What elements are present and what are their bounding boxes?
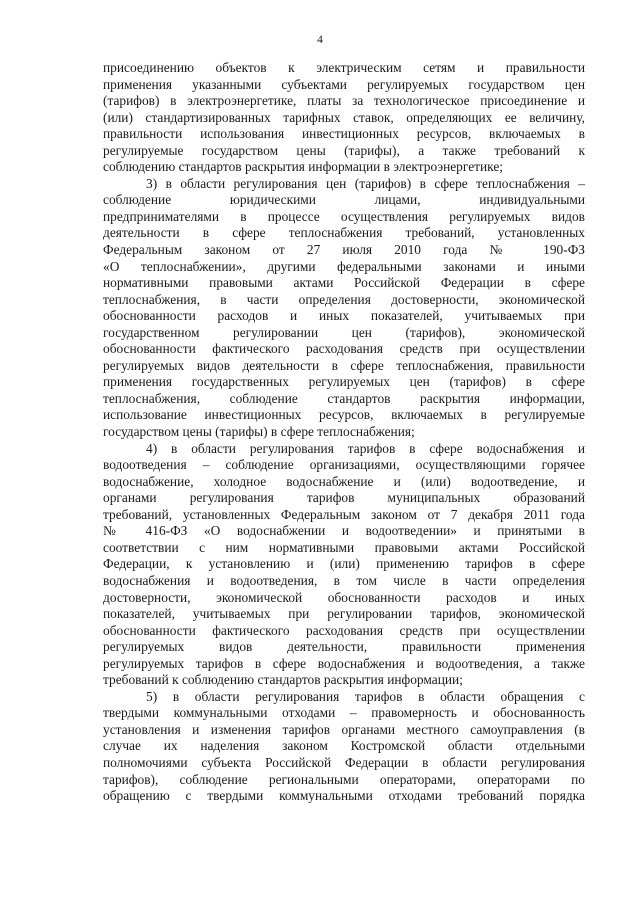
- text-line: 4) в области регулирования тарифов в сфере водоснабжения и: [146, 440, 585, 456]
- text-line: Федеральным законом от 27 июля 2010 года № 190-ФЗ: [103, 242, 585, 258]
- text-line: регулируемых видов деятельности в сфере теплоснабжения, правильности: [103, 357, 585, 373]
- text-line: 3) в области регулирования цен (тарифов) в сфере теплоснабжения –: [146, 175, 585, 191]
- text-line: обоснованности фактического расходования средств при осуществлении: [103, 341, 585, 357]
- text-line: регулируемых видов деятельности, правильности применения: [103, 639, 585, 655]
- text-line: установления и изменения тарифов органами местного самоуправления (в: [103, 721, 585, 737]
- text-line: требований к соблюдению стандартов раскрытия информации;: [103, 672, 463, 688]
- text-line: соблюдению стандартов раскрытия информации в электроэнергетике;: [103, 159, 503, 175]
- text-line: теплоснабжения, в части определения достоверности, экономической: [103, 291, 585, 307]
- text-line: использование инвестиционных ресурсов, включаемых в регулируемые: [103, 407, 585, 423]
- text-line: Федерации, к установлению и (или) применению тарифов в сфере: [103, 556, 585, 572]
- text-line: тарифов), соблюдение региональными операторами, операторами по: [103, 771, 585, 787]
- text-line: государством цены (тарифы) в сфере теплоснабжения;: [103, 424, 415, 440]
- text-line: органами регулирования тарифов муниципальных образований: [103, 490, 585, 506]
- text-line: обоснованности расходов и иных показателей, учитываемых при: [103, 308, 585, 324]
- text-line: случае их наделения законом Костромской области отдельными: [103, 738, 585, 754]
- text-line: «О теплоснабжении», другими федеральными законами и иными: [103, 258, 585, 274]
- text-line: показателей, учитываемых при регулировании тарифов, экономической: [103, 606, 585, 622]
- text-line: водоснабжения и водоотведения, в том числе в части определения: [103, 572, 585, 588]
- text-line: требований, установленных Федеральным законом от 7 декабря 2011 года: [103, 506, 585, 522]
- text-line: применения государственных регулируемых цен (тарифов) в сфере: [103, 374, 585, 390]
- text-line: водоснабжение, холодное водоснабжение и (или) водоотведение, и: [103, 473, 585, 489]
- text-line: твердыми коммунальными отходами – правомерность и обоснованность: [103, 705, 585, 721]
- text-line: (тарифов) в электроэнергетике, платы за технологическое присоединение и: [103, 93, 585, 109]
- text-line: полномочиями субъекта Российской Федерации в области регулирования: [103, 754, 585, 770]
- text-line: водоотведения – соблюдение организациями, осуществляющими горячее: [103, 457, 585, 473]
- text-line: регулируемые государством цены (тарифы), а также требований к: [103, 142, 585, 158]
- text-line: обоснованности фактического расходования средств при осуществлении: [103, 622, 585, 638]
- text-line: № 416-ФЗ «О водоснабжении и водоотведении» и принятыми в: [103, 523, 585, 539]
- text-line: соблюдение юридическими лицами, индивидуальными: [103, 192, 585, 208]
- text-line: достоверности, экономической обоснованности расходов и иных: [103, 589, 585, 605]
- text-line: государственном регулировании цен (тарифов), экономической: [103, 324, 585, 340]
- text-line: предпринимателями в процессе осуществления регулируемых видов: [103, 208, 585, 224]
- text-line: обращению с твердыми коммунальными отходами требований порядка: [103, 788, 585, 804]
- text-line: соответствии с ним нормативными правовыми актами Российской: [103, 539, 585, 555]
- text-line: применения указанными субъектами регулируемых государством цен: [103, 76, 585, 92]
- text-line: теплоснабжения, соблюдение стандартов раскрытия информации,: [103, 390, 585, 406]
- text-line: деятельности в сфере теплоснабжения требований, установленных: [103, 225, 585, 241]
- text-line: 5) в области регулирования тарифов в области обращения с: [146, 688, 585, 704]
- body-text: [103, 60, 585, 805]
- text-line: правильности использования инвестиционных ресурсов, включаемых в: [103, 126, 585, 142]
- text-line: (или) стандартизированных тарифных ставок, определяющих ее величину,: [103, 109, 585, 125]
- page-number: 4: [317, 34, 323, 46]
- text-line: регулируемых тарифов в сфере водоснабжения и водоотведения, а также: [103, 655, 585, 671]
- text-line: присоединению объектов к электрическим сетям и правильности: [103, 60, 585, 75]
- text-line: нормативными правовыми актами Российской Федерации в сфере: [103, 275, 585, 291]
